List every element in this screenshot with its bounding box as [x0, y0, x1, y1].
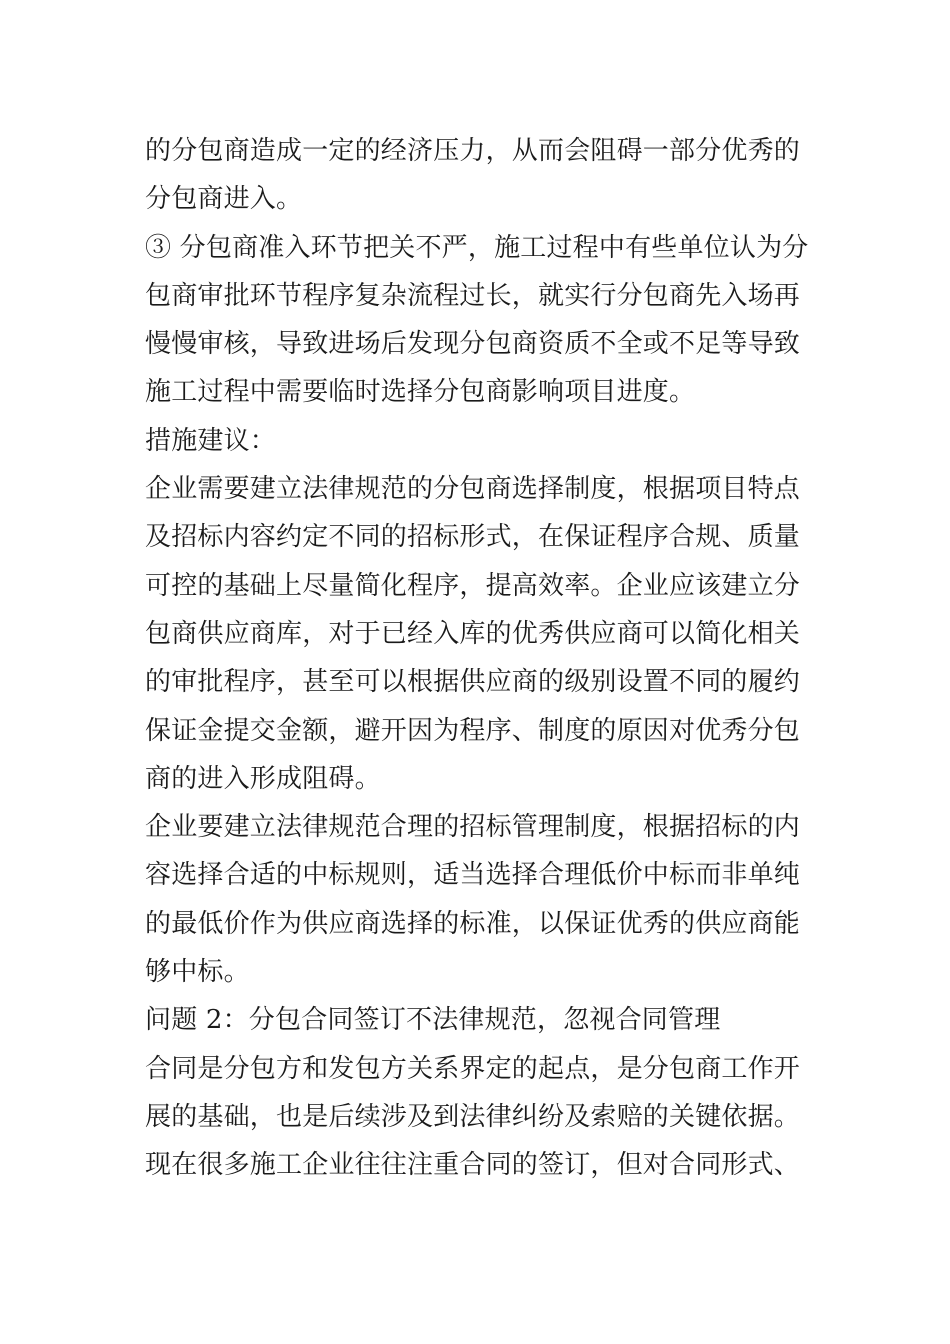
text-line: ③ 分包商准入环节把关不严，施工过程中有些单位认为分: [145, 232, 809, 263]
text-line: 的分包商造成一定的经济压力，从而会阻碍一部分优秀的: [145, 136, 801, 166]
text-line: 保证金提交金额，避开因为程序、制度的原因对优秀分包: [145, 715, 801, 746]
text-line: 的审批程序，甚至可以根据供应商的级别设置不同的履约: [145, 667, 801, 698]
text-line: 施工过程中需要临时选择分包商影响项目进度。: [145, 377, 696, 408]
text-line: 包商审批环节程序复杂流程过长，就实行分包商先入场再: [145, 280, 801, 311]
text-line: 包商供应商库，对于已经入库的优秀供应商可以简化相关: [145, 618, 801, 649]
section-heading: 问题 2：分包合同签订不法律规范，忽视合同管理: [145, 1005, 721, 1036]
section-heading: 措施建议：: [145, 425, 277, 456]
text-line: 容选择合适的中标规则，适当选择合理低价中标而非单纯: [145, 860, 801, 891]
text-line: 分包商进入。: [145, 184, 303, 215]
text-line: 展的基础，也是后续涉及到法律纠纷及索赔的关键依据。: [145, 1101, 801, 1132]
text-line: 的最低价作为供应商选择的标准，以保证优秀的供应商能: [145, 908, 801, 939]
text-line: 现在很多施工企业往往注重合同的签订，但对合同形式、: [145, 1150, 801, 1181]
text-line: 合同是分包方和发包方关系界定的起点，是分包商工作开: [145, 1053, 801, 1084]
text-line: 慢慢审核，导致进场后发现分包商资质不全或不足等导致: [145, 329, 801, 360]
body-text: [145, 127, 810, 1190]
text-line: 及招标内容约定不同的招标形式，在保证程序合规、质量: [145, 522, 801, 553]
text-line: 够中标。: [145, 957, 250, 988]
text-line: 企业需要建立法律规范的分包商选择制度，根据项目特点: [145, 474, 801, 505]
text-line: 可控的基础上尽量简化程序，提高效率。企业应该建立分: [145, 570, 801, 601]
text-line: 商的进入形成阻碍。: [145, 763, 381, 794]
text-line: 企业要建立法律规范合理的招标管理制度，根据招标的内: [145, 812, 801, 843]
